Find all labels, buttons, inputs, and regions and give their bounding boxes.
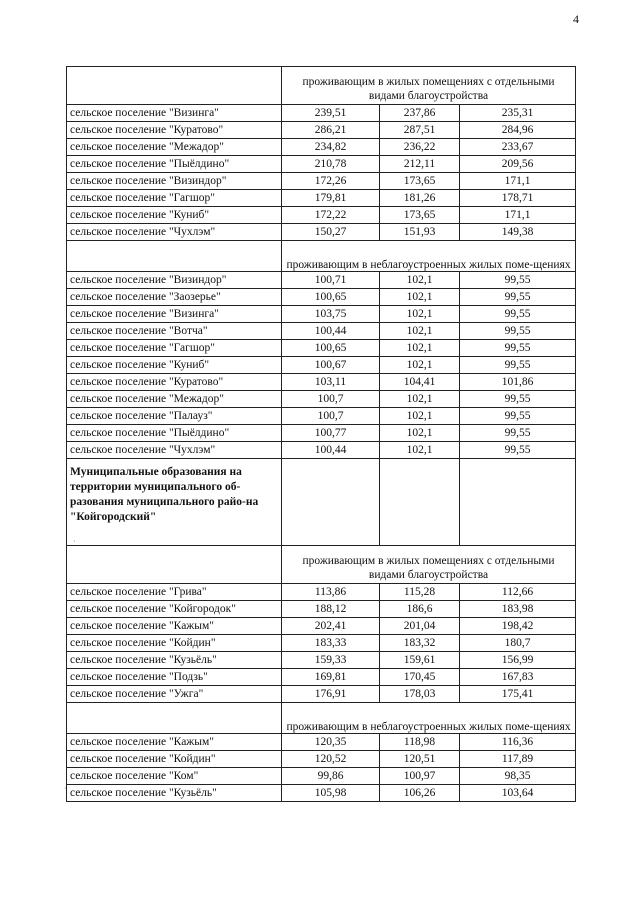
value-cell: 150,27 bbox=[282, 224, 380, 241]
value-cell: 149,38 bbox=[460, 224, 576, 241]
value-cell: 100,65 bbox=[282, 340, 380, 357]
value-cell: 102,1 bbox=[380, 408, 460, 425]
value-cell: 179,81 bbox=[282, 190, 380, 207]
value-cell: 183,32 bbox=[380, 635, 460, 652]
value-cell: 102,1 bbox=[380, 340, 460, 357]
settlement-name: сельское поселение "Пыёлдино" bbox=[67, 156, 282, 173]
tariff-table bbox=[66, 66, 576, 802]
value-cell: 286,21 bbox=[282, 122, 380, 139]
value-cell: 181,26 bbox=[380, 190, 460, 207]
value-cell: 104,41 bbox=[380, 374, 460, 391]
value-cell: 178,03 bbox=[380, 686, 460, 703]
table-row bbox=[67, 357, 576, 374]
table-row bbox=[67, 224, 576, 241]
empty-cell bbox=[67, 703, 282, 734]
value-cell: 235,31 bbox=[460, 105, 576, 122]
table-row bbox=[67, 686, 576, 703]
value-cell: 183,98 bbox=[460, 601, 576, 618]
value-cell: 233,67 bbox=[460, 139, 576, 156]
value-cell: 101,86 bbox=[460, 374, 576, 391]
table-row bbox=[67, 340, 576, 357]
empty-cell bbox=[67, 546, 282, 584]
municipal-heading-row bbox=[67, 459, 576, 546]
section-header: проживающим в неблагоустроенных жилых поме-щениях bbox=[282, 241, 576, 272]
value-cell: 100,7 bbox=[282, 408, 380, 425]
settlement-name: сельское поселение "Куратово" bbox=[67, 122, 282, 139]
value-cell: 284,96 bbox=[460, 122, 576, 139]
value-cell: 112,66 bbox=[460, 584, 576, 601]
settlement-name: сельское поселение "Визиндор" bbox=[67, 173, 282, 190]
value-cell: 99,86 bbox=[282, 768, 380, 785]
value-cell: 209,56 bbox=[460, 156, 576, 173]
table-row bbox=[67, 139, 576, 156]
value-cell: 151,93 bbox=[380, 224, 460, 241]
value-cell: 100,44 bbox=[282, 323, 380, 340]
value-cell: 180,7 bbox=[460, 635, 576, 652]
table-row bbox=[67, 408, 576, 425]
value-cell: 100,65 bbox=[282, 289, 380, 306]
value-cell: 102,1 bbox=[380, 289, 460, 306]
section-header-row bbox=[67, 703, 576, 734]
value-cell: 170,45 bbox=[380, 669, 460, 686]
value-cell: 99,55 bbox=[460, 391, 576, 408]
table-row bbox=[67, 289, 576, 306]
table-row bbox=[67, 207, 576, 224]
value-cell: 239,51 bbox=[282, 105, 380, 122]
value-cell: 120,52 bbox=[282, 751, 380, 768]
section-header-row bbox=[67, 546, 576, 584]
value-cell: 159,61 bbox=[380, 652, 460, 669]
value-cell: 102,1 bbox=[380, 442, 460, 459]
table-row bbox=[67, 105, 576, 122]
value-cell: 171,1 bbox=[460, 207, 576, 224]
value-cell: 120,51 bbox=[380, 751, 460, 768]
value-cell: 100,67 bbox=[282, 357, 380, 374]
table-row bbox=[67, 584, 576, 601]
value-cell: 102,1 bbox=[380, 391, 460, 408]
value-cell: 102,1 bbox=[380, 357, 460, 374]
table-row bbox=[67, 768, 576, 785]
settlement-name: сельское поселение "Визинга" bbox=[67, 306, 282, 323]
value-cell: 210,78 bbox=[282, 156, 380, 173]
section-header: проживающим в жилых помещениях с отдельными видами благоустройства bbox=[282, 546, 576, 584]
value-cell: 236,22 bbox=[380, 139, 460, 156]
empty-cell bbox=[380, 459, 460, 546]
value-cell: 167,83 bbox=[460, 669, 576, 686]
value-cell: 159,33 bbox=[282, 652, 380, 669]
section-header: проживающим в неблагоустроенных жилых поме-щениях bbox=[282, 703, 576, 734]
value-cell: 186,6 bbox=[380, 601, 460, 618]
settlement-name: сельское поселение "Вотча" bbox=[67, 323, 282, 340]
settlement-name: сельское поселение "Гагшор" bbox=[67, 190, 282, 207]
settlement-name: сельское поселение "Пыёлдино" bbox=[67, 425, 282, 442]
value-cell: 100,7 bbox=[282, 391, 380, 408]
value-cell: 105,98 bbox=[282, 785, 380, 802]
value-cell: 202,41 bbox=[282, 618, 380, 635]
value-cell: 176,91 bbox=[282, 686, 380, 703]
value-cell: 103,75 bbox=[282, 306, 380, 323]
value-cell: 172,26 bbox=[282, 173, 380, 190]
value-cell: 99,55 bbox=[460, 408, 576, 425]
value-cell: 103,11 bbox=[282, 374, 380, 391]
value-cell: 287,51 bbox=[380, 122, 460, 139]
value-cell: 103,64 bbox=[460, 785, 576, 802]
settlement-name: сельское поселение "Гагшор" bbox=[67, 340, 282, 357]
table-row bbox=[67, 173, 576, 190]
table-row bbox=[67, 652, 576, 669]
value-cell: 99,55 bbox=[460, 425, 576, 442]
settlement-name: сельское поселение "Куниб" bbox=[67, 357, 282, 374]
table-row bbox=[67, 635, 576, 652]
value-cell: 172,22 bbox=[282, 207, 380, 224]
empty-cell bbox=[460, 459, 576, 546]
value-cell: 116,36 bbox=[460, 734, 576, 751]
section-header-row bbox=[67, 241, 576, 272]
table-row bbox=[67, 734, 576, 751]
settlement-name: сельское поселение "Визинга" bbox=[67, 105, 282, 122]
settlement-name: сельское поселение "Палауз" bbox=[67, 408, 282, 425]
scan-mark: · bbox=[64, 784, 67, 793]
value-cell: 100,77 bbox=[282, 425, 380, 442]
table-row bbox=[67, 442, 576, 459]
settlement-name: сельское поселение "Койдин" bbox=[67, 751, 282, 768]
value-cell: 118,98 bbox=[380, 734, 460, 751]
value-cell: 102,1 bbox=[380, 425, 460, 442]
settlement-name: сельское поселение "Визиндор" bbox=[67, 272, 282, 289]
settlement-name: сельское поселение "Куниб" bbox=[67, 207, 282, 224]
table-row bbox=[67, 669, 576, 686]
value-cell: 100,71 bbox=[282, 272, 380, 289]
settlement-name: сельское поселение "Межадор" bbox=[67, 139, 282, 156]
value-cell: 99,55 bbox=[460, 442, 576, 459]
settlement-name: сельское поселение "Грива" bbox=[67, 584, 282, 601]
value-cell: 175,41 bbox=[460, 686, 576, 703]
empty-cell bbox=[282, 459, 380, 546]
value-cell: 99,55 bbox=[460, 340, 576, 357]
settlement-name: сельское поселение "Кажым" bbox=[67, 734, 282, 751]
value-cell: 99,55 bbox=[460, 306, 576, 323]
value-cell: 117,89 bbox=[460, 751, 576, 768]
settlement-name: сельское поселение "Ком" bbox=[67, 768, 282, 785]
value-cell: 212,11 bbox=[380, 156, 460, 173]
table-row bbox=[67, 425, 576, 442]
table-row bbox=[67, 751, 576, 768]
value-cell: 100,97 bbox=[380, 768, 460, 785]
settlement-name: сельское поселение "Кажым" bbox=[67, 618, 282, 635]
value-cell: 113,86 bbox=[282, 584, 380, 601]
page-number: 4 bbox=[573, 12, 579, 26]
empty-cell bbox=[67, 67, 282, 105]
settlement-name: сельское поселение "Кузьёль" bbox=[67, 785, 282, 802]
section-header: проживающим в жилых помещениях с отдельными видами благоустройства bbox=[282, 67, 576, 105]
tariff-table-body bbox=[67, 67, 576, 802]
value-cell: 102,1 bbox=[380, 272, 460, 289]
table-row bbox=[67, 272, 576, 289]
table-row bbox=[67, 190, 576, 207]
settlement-name: сельское поселение "Койгородок" bbox=[67, 601, 282, 618]
settlement-name: сельское поселение "Ужга" bbox=[67, 686, 282, 703]
value-cell: 99,55 bbox=[460, 357, 576, 374]
value-cell: 99,55 bbox=[460, 323, 576, 340]
settlement-name: сельское поселение "Куратово" bbox=[67, 374, 282, 391]
settlement-name: сельское поселение "Кузьёль" bbox=[67, 652, 282, 669]
value-cell: 156,99 bbox=[460, 652, 576, 669]
settlement-name: сельское поселение "Подзь" bbox=[67, 669, 282, 686]
value-cell: 102,1 bbox=[380, 323, 460, 340]
value-cell: 100,44 bbox=[282, 442, 380, 459]
value-cell: 178,71 bbox=[460, 190, 576, 207]
table-row bbox=[67, 374, 576, 391]
value-cell: 169,81 bbox=[282, 669, 380, 686]
value-cell: 171,1 bbox=[460, 173, 576, 190]
table-row bbox=[67, 618, 576, 635]
value-cell: 98,35 bbox=[460, 768, 576, 785]
table-row bbox=[67, 601, 576, 618]
scan-mark: · bbox=[73, 537, 76, 546]
value-cell: 99,55 bbox=[460, 272, 576, 289]
value-cell: 120,35 bbox=[282, 734, 380, 751]
value-cell: 173,65 bbox=[380, 173, 460, 190]
value-cell: 115,28 bbox=[380, 584, 460, 601]
settlement-name: сельское поселение "Чухлэм" bbox=[67, 442, 282, 459]
municipal-heading: Муниципальные образования на территории муниципального об-разования муниципального райо-на "Койгородский" bbox=[67, 459, 282, 546]
value-cell: 201,04 bbox=[380, 618, 460, 635]
value-cell: 99,55 bbox=[460, 289, 576, 306]
settlement-name: сельское поселение "Койдин" bbox=[67, 635, 282, 652]
table-row bbox=[67, 122, 576, 139]
table-row bbox=[67, 391, 576, 408]
table-row bbox=[67, 785, 576, 802]
value-cell: 198,42 bbox=[460, 618, 576, 635]
table-row bbox=[67, 156, 576, 173]
value-cell: 173,65 bbox=[380, 207, 460, 224]
table-row bbox=[67, 306, 576, 323]
value-cell: 102,1 bbox=[380, 306, 460, 323]
table-row bbox=[67, 323, 576, 340]
value-cell: 183,33 bbox=[282, 635, 380, 652]
empty-cell bbox=[67, 241, 282, 272]
value-cell: 188,12 bbox=[282, 601, 380, 618]
settlement-name: сельское поселение "Чухлэм" bbox=[67, 224, 282, 241]
value-cell: 106,26 bbox=[380, 785, 460, 802]
section-header-row bbox=[67, 67, 576, 105]
settlement-name: сельское поселение "Межадор" bbox=[67, 391, 282, 408]
settlement-name: сельское поселение "Заозерье" bbox=[67, 289, 282, 306]
value-cell: 237,86 bbox=[380, 105, 460, 122]
value-cell: 234,82 bbox=[282, 139, 380, 156]
